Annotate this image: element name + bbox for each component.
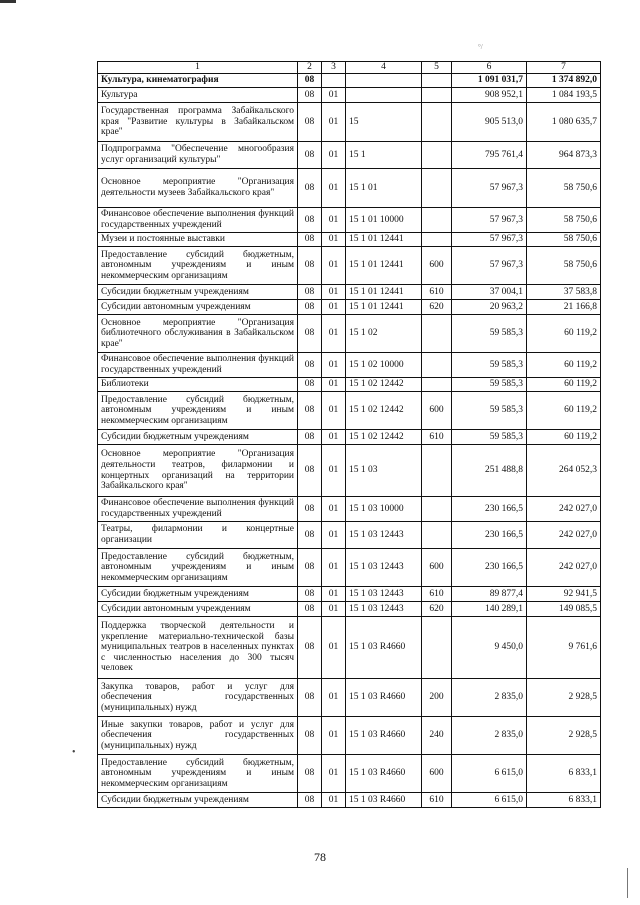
table-row [98, 300, 601, 315]
table-row [98, 445, 601, 497]
row-expense-type-cell: 600 [422, 549, 452, 587]
table-row [98, 88, 601, 103]
row-target-article-cell: 15 1 02 [346, 315, 422, 353]
row-name-cell: Библиотеки [98, 378, 298, 392]
table-row [98, 233, 601, 247]
row-expense-type-cell: 610 [422, 587, 452, 602]
row-name-cell: Культура [98, 88, 298, 103]
row-expense-type-cell: 610 [422, 430, 452, 445]
row-subsection-cell: 01 [322, 300, 346, 315]
table-row [98, 430, 601, 445]
row-amount-year1-cell: 2 835,0 [452, 679, 527, 717]
row-expense-type-cell [422, 103, 452, 142]
row-amount-year1-cell: 57 967,3 [452, 169, 527, 208]
row-amount-year2-cell: 6 833,1 [527, 793, 601, 808]
row-section-cell: 08 [298, 445, 322, 497]
row-section-cell: 08 [298, 587, 322, 602]
row-subsection-cell: 01 [322, 549, 346, 587]
row-target-article-cell: 15 1 03 [346, 445, 422, 497]
row-amount-year2-cell: 60 119,2 [527, 392, 601, 430]
table-row [98, 285, 601, 300]
row-expense-type-cell: 240 [422, 717, 452, 755]
row-amount-year1-cell: 59 585,3 [452, 315, 527, 353]
row-amount-year1-cell: 57 967,3 [452, 208, 527, 233]
row-target-article-cell: 15 1 01 12441 [346, 285, 422, 300]
row-subsection-cell: 01 [322, 755, 346, 793]
row-expense-type-cell [422, 169, 452, 208]
row-amount-year2-cell: 242 027,0 [527, 549, 601, 587]
row-expense-type-cell [422, 522, 452, 549]
header-cell: 7 [527, 62, 601, 74]
table-row [98, 717, 601, 755]
row-name-cell: Культура, кинематография [98, 74, 298, 88]
table-header-row [98, 62, 601, 74]
row-amount-year1-cell: 6 615,0 [452, 755, 527, 793]
table-row [98, 679, 601, 717]
table-row [98, 392, 601, 430]
row-amount-year1-cell: 59 585,3 [452, 392, 527, 430]
row-name-cell: Предоставление субсидий бюджетным, автономным учреждениям и иным некоммерческим организациям [98, 392, 298, 430]
row-target-article-cell: 15 1 03 R4660 [346, 617, 422, 679]
row-name-cell: Финансовое обеспечение выполнения функций государственных учреждений [98, 497, 298, 522]
table-row [98, 793, 601, 808]
row-amount-year1-cell: 905 513,0 [452, 103, 527, 142]
header-cell: 2 [298, 62, 322, 74]
row-amount-year1-cell: 908 952,1 [452, 88, 527, 103]
row-section-cell: 08 [298, 717, 322, 755]
table-row [98, 522, 601, 549]
row-section-cell: 08 [298, 208, 322, 233]
row-target-article-cell: 15 [346, 103, 422, 142]
table-row [98, 617, 601, 679]
row-section-cell: 08 [298, 285, 322, 300]
row-section-cell: 08 [298, 679, 322, 717]
row-amount-year2-cell: 9 761,6 [527, 617, 601, 679]
row-amount-year2-cell: 60 119,2 [527, 315, 601, 353]
row-amount-year2-cell: 1 084 193,5 [527, 88, 601, 103]
row-section-cell: 08 [298, 755, 322, 793]
row-expense-type-cell [422, 88, 452, 103]
row-amount-year1-cell: 2 835,0 [452, 717, 527, 755]
table-row [98, 142, 601, 169]
row-expense-type-cell [422, 353, 452, 378]
row-expense-type-cell [422, 445, 452, 497]
row-section-cell: 08 [298, 103, 322, 142]
row-target-article-cell: 15 1 02 10000 [346, 353, 422, 378]
row-target-article-cell [346, 74, 422, 88]
row-target-article-cell: 15 1 02 12442 [346, 378, 422, 392]
row-section-cell: 08 [298, 793, 322, 808]
row-amount-year2-cell: 1 374 892,0 [527, 74, 601, 88]
row-expense-type-cell: 600 [422, 392, 452, 430]
row-subsection-cell: 01 [322, 315, 346, 353]
row-section-cell: 08 [298, 617, 322, 679]
row-amount-year2-cell: 58 750,6 [527, 208, 601, 233]
row-amount-year2-cell: 2 928,5 [527, 717, 601, 755]
row-section-cell: 08 [298, 142, 322, 169]
row-name-cell: Финансовое обеспечение выполнения функций государственных учреждений [98, 208, 298, 233]
row-amount-year1-cell: 6 615,0 [452, 793, 527, 808]
row-amount-year2-cell: 242 027,0 [527, 522, 601, 549]
row-amount-year2-cell: 58 750,6 [527, 233, 601, 247]
row-subsection-cell: 01 [322, 497, 346, 522]
row-amount-year1-cell: 230 166,5 [452, 549, 527, 587]
row-expense-type-cell [422, 617, 452, 679]
row-target-article-cell: 15 1 01 [346, 169, 422, 208]
row-target-article-cell: 15 1 01 10000 [346, 208, 422, 233]
row-expense-type-cell: 610 [422, 793, 452, 808]
row-amount-year2-cell: 6 833,1 [527, 755, 601, 793]
table-row [98, 74, 601, 88]
row-section-cell: 08 [298, 353, 322, 378]
page-number: 78 [314, 850, 326, 864]
row-expense-type-cell [422, 315, 452, 353]
row-subsection-cell [322, 74, 346, 88]
row-subsection-cell: 01 [322, 617, 346, 679]
budget-table [97, 61, 601, 808]
row-expense-type-cell: 600 [422, 755, 452, 793]
row-subsection-cell: 01 [322, 142, 346, 169]
row-expense-type-cell [422, 233, 452, 247]
row-name-cell: Театры, филармонии и концертные организации [98, 522, 298, 549]
row-section-cell: 08 [298, 300, 322, 315]
row-target-article-cell [346, 88, 422, 103]
row-name-cell: Предоставление субсидий бюджетным, автономным учреждениям и иным некоммерческим организациям [98, 549, 298, 587]
row-amount-year2-cell: 964 873,3 [527, 142, 601, 169]
row-expense-type-cell [422, 208, 452, 233]
row-name-cell: Поддержка творческой деятельности и укрепление материально-технической базы муниципальных театров в населенных пунктах с численностью населения до 300 тысяч человек [98, 617, 298, 679]
row-name-cell: Закупка товаров, работ и услуг для обеспечения государственных (муниципальных) нужд [98, 679, 298, 717]
row-name-cell: Субсидии автономным учреждениям [98, 602, 298, 617]
row-expense-type-cell [422, 378, 452, 392]
row-amount-year2-cell: 60 119,2 [527, 353, 601, 378]
row-expense-type-cell: 200 [422, 679, 452, 717]
row-amount-year1-cell: 57 967,3 [452, 233, 527, 247]
row-expense-type-cell [422, 74, 452, 88]
row-section-cell: 08 [298, 549, 322, 587]
row-section-cell: 08 [298, 522, 322, 549]
row-amount-year2-cell: 58 750,6 [527, 169, 601, 208]
row-section-cell: 08 [298, 247, 322, 285]
table-row [98, 208, 601, 233]
table-row [98, 549, 601, 587]
row-subsection-cell: 01 [322, 793, 346, 808]
row-amount-year1-cell: 59 585,3 [452, 430, 527, 445]
row-amount-year2-cell: 1 080 635,7 [527, 103, 601, 142]
row-target-article-cell: 15 1 03 R4660 [346, 793, 422, 808]
row-section-cell: 08 [298, 430, 322, 445]
row-subsection-cell: 01 [322, 717, 346, 755]
row-subsection-cell: 01 [322, 88, 346, 103]
row-amount-year1-cell: 20 963,2 [452, 300, 527, 315]
row-name-cell: Подпрограмма "Обеспечение многообразия услуг организаций культуры" [98, 142, 298, 169]
row-name-cell: Основное мероприятие "Организация деятельности музеев Забайкальского края" [98, 169, 298, 208]
row-target-article-cell: 15 1 03 12443 [346, 602, 422, 617]
row-subsection-cell: 01 [322, 378, 346, 392]
row-subsection-cell: 01 [322, 445, 346, 497]
row-section-cell: 08 [298, 378, 322, 392]
scan-speck: °/ [478, 43, 483, 51]
row-amount-year2-cell: 92 941,5 [527, 587, 601, 602]
row-target-article-cell: 15 1 01 12441 [346, 233, 422, 247]
row-amount-year2-cell: 37 583,8 [527, 285, 601, 300]
row-name-cell: Субсидии автономным учреждениям [98, 300, 298, 315]
row-subsection-cell: 01 [322, 430, 346, 445]
row-section-cell: 08 [298, 392, 322, 430]
row-subsection-cell: 01 [322, 353, 346, 378]
row-target-article-cell: 15 1 03 10000 [346, 497, 422, 522]
row-target-article-cell: 15 1 01 12441 [346, 247, 422, 285]
row-name-cell: Субсидии бюджетным учреждениям [98, 587, 298, 602]
row-subsection-cell: 01 [322, 169, 346, 208]
row-subsection-cell: 01 [322, 522, 346, 549]
row-amount-year1-cell: 59 585,3 [452, 353, 527, 378]
row-section-cell: 08 [298, 169, 322, 208]
row-subsection-cell: 01 [322, 103, 346, 142]
table-row [98, 497, 601, 522]
row-amount-year1-cell: 230 166,5 [452, 497, 527, 522]
row-section-cell: 08 [298, 602, 322, 617]
row-subsection-cell: 01 [322, 285, 346, 300]
header-cell: 3 [322, 62, 346, 74]
row-name-cell: Предоставление субсидий бюджетным, автономным учреждениям и иным некоммерческим организациям [98, 247, 298, 285]
row-amount-year2-cell: 60 119,2 [527, 430, 601, 445]
row-name-cell: Основное мероприятие "Организация библиотечного обслуживания в Забайкальском крае" [98, 315, 298, 353]
row-subsection-cell: 01 [322, 679, 346, 717]
row-amount-year2-cell: 264 052,3 [527, 445, 601, 497]
row-subsection-cell: 01 [322, 392, 346, 430]
row-expense-type-cell: 610 [422, 285, 452, 300]
row-name-cell: Иные закупки товаров, работ и услуг для обеспечения государственных (муниципальных) нужд [98, 717, 298, 755]
row-amount-year1-cell: 230 166,5 [452, 522, 527, 549]
row-name-cell: Основное мероприятие "Организация деятельности театров, филармонии и концертных организаций на территории Забайкальского края" [98, 445, 298, 497]
row-section-cell: 08 [298, 88, 322, 103]
row-target-article-cell: 15 1 01 12441 [346, 300, 422, 315]
row-section-cell: 08 [298, 74, 322, 88]
row-target-article-cell: 15 1 03 12443 [346, 522, 422, 549]
row-amount-year2-cell: 21 166,8 [527, 300, 601, 315]
row-amount-year1-cell: 251 488,8 [452, 445, 527, 497]
table-row [98, 247, 601, 285]
row-section-cell: 08 [298, 497, 322, 522]
scan-edge-line [627, 868, 630, 898]
row-expense-type-cell [422, 142, 452, 169]
header-cell: 1 [98, 62, 298, 74]
row-target-article-cell: 15 1 02 12442 [346, 392, 422, 430]
scan-speck: • [72, 747, 76, 758]
row-amount-year1-cell: 59 585,3 [452, 378, 527, 392]
row-expense-type-cell: 600 [422, 247, 452, 285]
header-cell: 5 [422, 62, 452, 74]
table-row [98, 587, 601, 602]
table-row [98, 378, 601, 392]
row-name-cell: Субсидии бюджетным учреждениям [98, 793, 298, 808]
header-cell: 4 [346, 62, 422, 74]
table-row [98, 169, 601, 208]
row-subsection-cell: 01 [322, 233, 346, 247]
row-amount-year1-cell: 37 004,1 [452, 285, 527, 300]
row-amount-year1-cell: 57 967,3 [452, 247, 527, 285]
row-name-cell: Государственная программа Забайкальского края "Развитие культуры в Забайкальском крае" [98, 103, 298, 142]
row-name-cell: Субсидии бюджетным учреждениям [98, 430, 298, 445]
table-row [98, 315, 601, 353]
row-amount-year2-cell: 58 750,6 [527, 247, 601, 285]
row-subsection-cell: 01 [322, 247, 346, 285]
row-name-cell: Музеи и постоянные выставки [98, 233, 298, 247]
row-amount-year2-cell: 149 085,5 [527, 602, 601, 617]
row-subsection-cell: 01 [322, 602, 346, 617]
row-amount-year2-cell: 2 928,5 [527, 679, 601, 717]
row-name-cell: Финансовое обеспечение выполнения функций государственных учреждений [98, 353, 298, 378]
header-cell: 6 [452, 62, 527, 74]
row-target-article-cell: 15 1 [346, 142, 422, 169]
row-subsection-cell: 01 [322, 587, 346, 602]
row-amount-year2-cell: 60 119,2 [527, 378, 601, 392]
row-section-cell: 08 [298, 233, 322, 247]
row-section-cell: 08 [298, 315, 322, 353]
table-row [98, 602, 601, 617]
table-row [98, 103, 601, 142]
table-row [98, 353, 601, 378]
row-amount-year1-cell: 795 761,4 [452, 142, 527, 169]
row-amount-year1-cell: 9 450,0 [452, 617, 527, 679]
row-subsection-cell: 01 [322, 208, 346, 233]
row-name-cell: Субсидии бюджетным учреждениям [98, 285, 298, 300]
row-target-article-cell: 15 1 03 R4660 [346, 679, 422, 717]
row-name-cell: Предоставление субсидий бюджетным, автономным учреждениям и иным некоммерческим организациям [98, 755, 298, 793]
row-amount-year1-cell: 89 877,4 [452, 587, 527, 602]
row-target-article-cell: 15 1 03 R4660 [346, 755, 422, 793]
row-expense-type-cell: 620 [422, 300, 452, 315]
row-target-article-cell: 15 1 03 R4660 [346, 717, 422, 755]
row-target-article-cell: 15 1 02 12442 [346, 430, 422, 445]
scan-mark [0, 0, 16, 3]
row-expense-type-cell: 620 [422, 602, 452, 617]
table-row [98, 755, 601, 793]
row-amount-year1-cell: 1 091 031,7 [452, 74, 527, 88]
row-amount-year1-cell: 140 289,1 [452, 602, 527, 617]
row-expense-type-cell [422, 497, 452, 522]
row-target-article-cell: 15 1 03 12443 [346, 549, 422, 587]
row-target-article-cell: 15 1 03 12443 [346, 587, 422, 602]
row-amount-year2-cell: 242 027,0 [527, 497, 601, 522]
